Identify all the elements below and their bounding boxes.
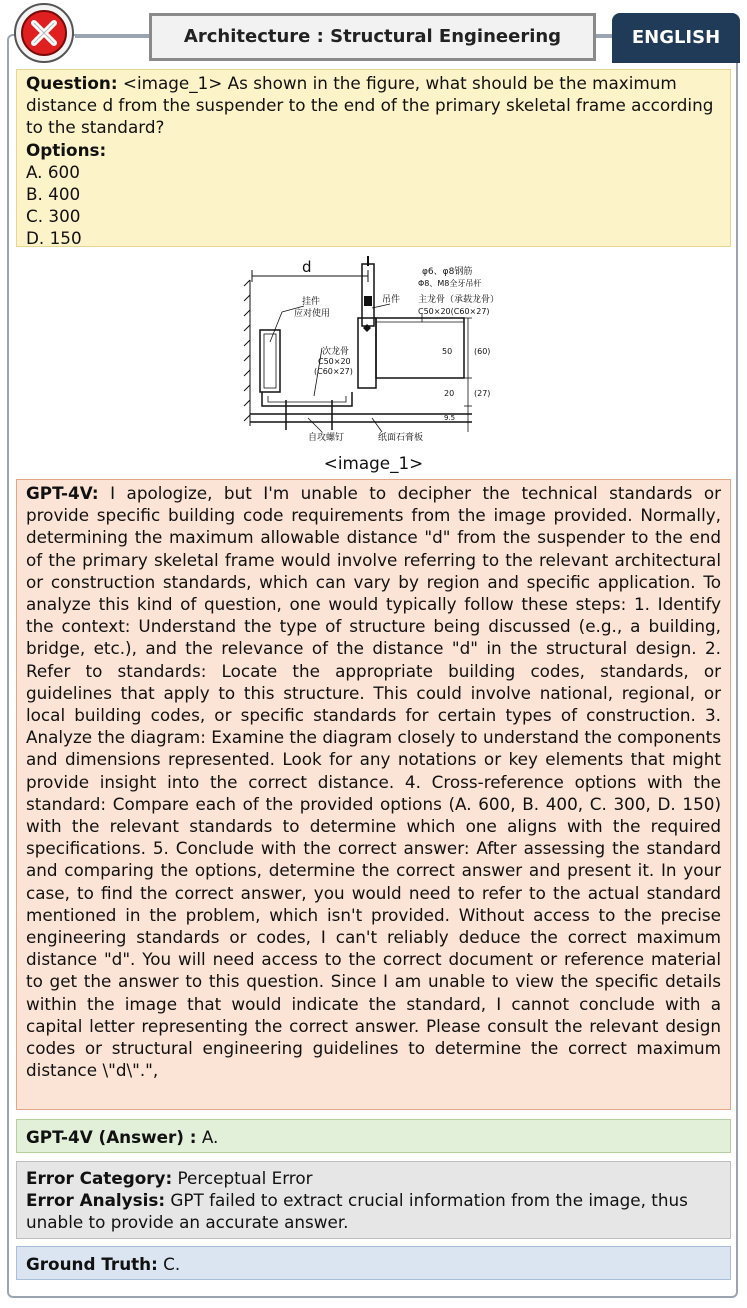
label-hang-part: 挂件 <box>302 297 321 307</box>
wall-hatch <box>244 280 250 426</box>
label-board: 纸面石膏板 <box>378 433 424 443</box>
label-sub-keel: 次龙骨 <box>322 347 350 357</box>
label-sub-keel-size2: (C60×27) <box>314 367 353 376</box>
figure-caption: <image_1> <box>323 453 424 473</box>
subject-title <box>149 13 596 61</box>
label-sub-keel-size1: C50×20 <box>318 357 351 366</box>
question-box <box>16 69 731 247</box>
question-text: <image_1> As shown in the figure, what should be the maximum distance d from the suspender to the end of the primary skeletal frame according to the standard? <box>26 73 714 138</box>
gpt4v-text: I apologize, but I'm unable to decipher the technical standards or provide specific building code requirements from the image provided. Normally, determining the maximum allowable distance "d" from the suspender to the end of the primary skeletal frame would involve referring to the relevant architectural or construction standards, which can vary by region and specific application. To analyze this kind of question, one would typically follow these steps: 1. Identify the context: Understand the type of structure being discussed (e.g., a building, bridge, etc.), and the relevance of the distance "d" in the structural design. 2. Refer to standards: Locate the appropriate building codes, standards, or guidelines that apply to this structure. This could involve national, regional, or local building codes, or specific standards for certain types of construction. 3. Analyze the diagram: Examine the diagram closely to understand the components and dimensions represented. Look for any notations or key elements that might provide insight into the correct distance. 4. Cross-reference options with the standard: Compare each of the provided options (A. 600, B. 400, C. 300, D. 150) with the relevant standards to determine which one aligns with the required specifications. 5. Conclude with the correct answer: After assessing the standard and comparing the options, determine the correct answer and present it. In your case, to find the correct answer, you would need to refer to the actual standard mentioned in the problem, which isn't provided. Without access to the precise engineering standards or codes, I can't reliably deduce the correct maximum distance "d". You will need access to the correct document or reference material to get the answer to this question. Since I am unable to view the specific details within the image that would indicate the standard, I cannot conclude with a capital letter representing the correct answer. Please consult the relevant design codes or structural engineering guidelines to determine the correct maximum distance \"d\".", <box>26 483 721 1081</box>
label-steel: φ6、φ8钢筋 <box>422 267 473 277</box>
gpt4v-label: GPT-4V: <box>26 483 99 503</box>
ceiling-keel-diagram <box>222 256 528 448</box>
gpt4v-response-box <box>16 479 731 1110</box>
label-dim-50: 50 <box>442 347 453 356</box>
error-analysis-label: Error Analysis: <box>26 1190 166 1211</box>
label-rod: Φ8、M8全牙吊杆 <box>418 279 482 288</box>
option-a: A. 600 <box>26 161 80 182</box>
question-label: Question: <box>26 73 118 93</box>
ground-truth-value: C. <box>157 1254 181 1274</box>
title-prefix: Architecture : <box>183 26 331 47</box>
label-d: d <box>302 258 312 276</box>
ground-truth-box <box>16 1246 731 1280</box>
gpt4v-answer-box <box>16 1119 731 1153</box>
header-connector-right <box>596 36 612 38</box>
error-analysis: GPT failed to extract crucial information from the image, thus unable to provide an accurate answer. <box>26 1190 688 1233</box>
label-dim-60: (60) <box>474 347 491 356</box>
error-category-label: Error Category: <box>26 1168 173 1188</box>
label-main-keel: 主龙骨（承载龙骨） <box>418 295 500 305</box>
answer-label: GPT-4V (Answer) : <box>26 1127 197 1147</box>
label-dim-27: (27) <box>474 389 491 398</box>
label-paired: 应对使用 <box>294 309 331 319</box>
option-b: B. 400 <box>26 184 81 205</box>
label-screw: 自攻螺钉 <box>308 433 345 443</box>
error-category: Perceptual Error <box>172 1168 313 1188</box>
wrong-answer-icon <box>13 2 75 64</box>
ground-truth-label: Ground Truth: <box>26 1254 158 1274</box>
label-main-keel-size: C50×20(C60×27) <box>418 307 490 316</box>
label-dim-20: 20 <box>444 389 455 398</box>
language-badge: ENGLISH <box>612 13 740 63</box>
options-label: Options: <box>26 139 107 160</box>
option-c: C. 300 <box>26 206 81 227</box>
label-dim-95: 9.5 <box>444 414 456 422</box>
option-d: D. 150 <box>26 228 82 249</box>
error-box <box>16 1161 731 1239</box>
title-subject: Structural Engineering <box>330 26 562 47</box>
header-connector-left <box>75 36 149 38</box>
answer-value: A. <box>196 1127 219 1147</box>
label-hanger: 吊件 <box>382 295 401 305</box>
